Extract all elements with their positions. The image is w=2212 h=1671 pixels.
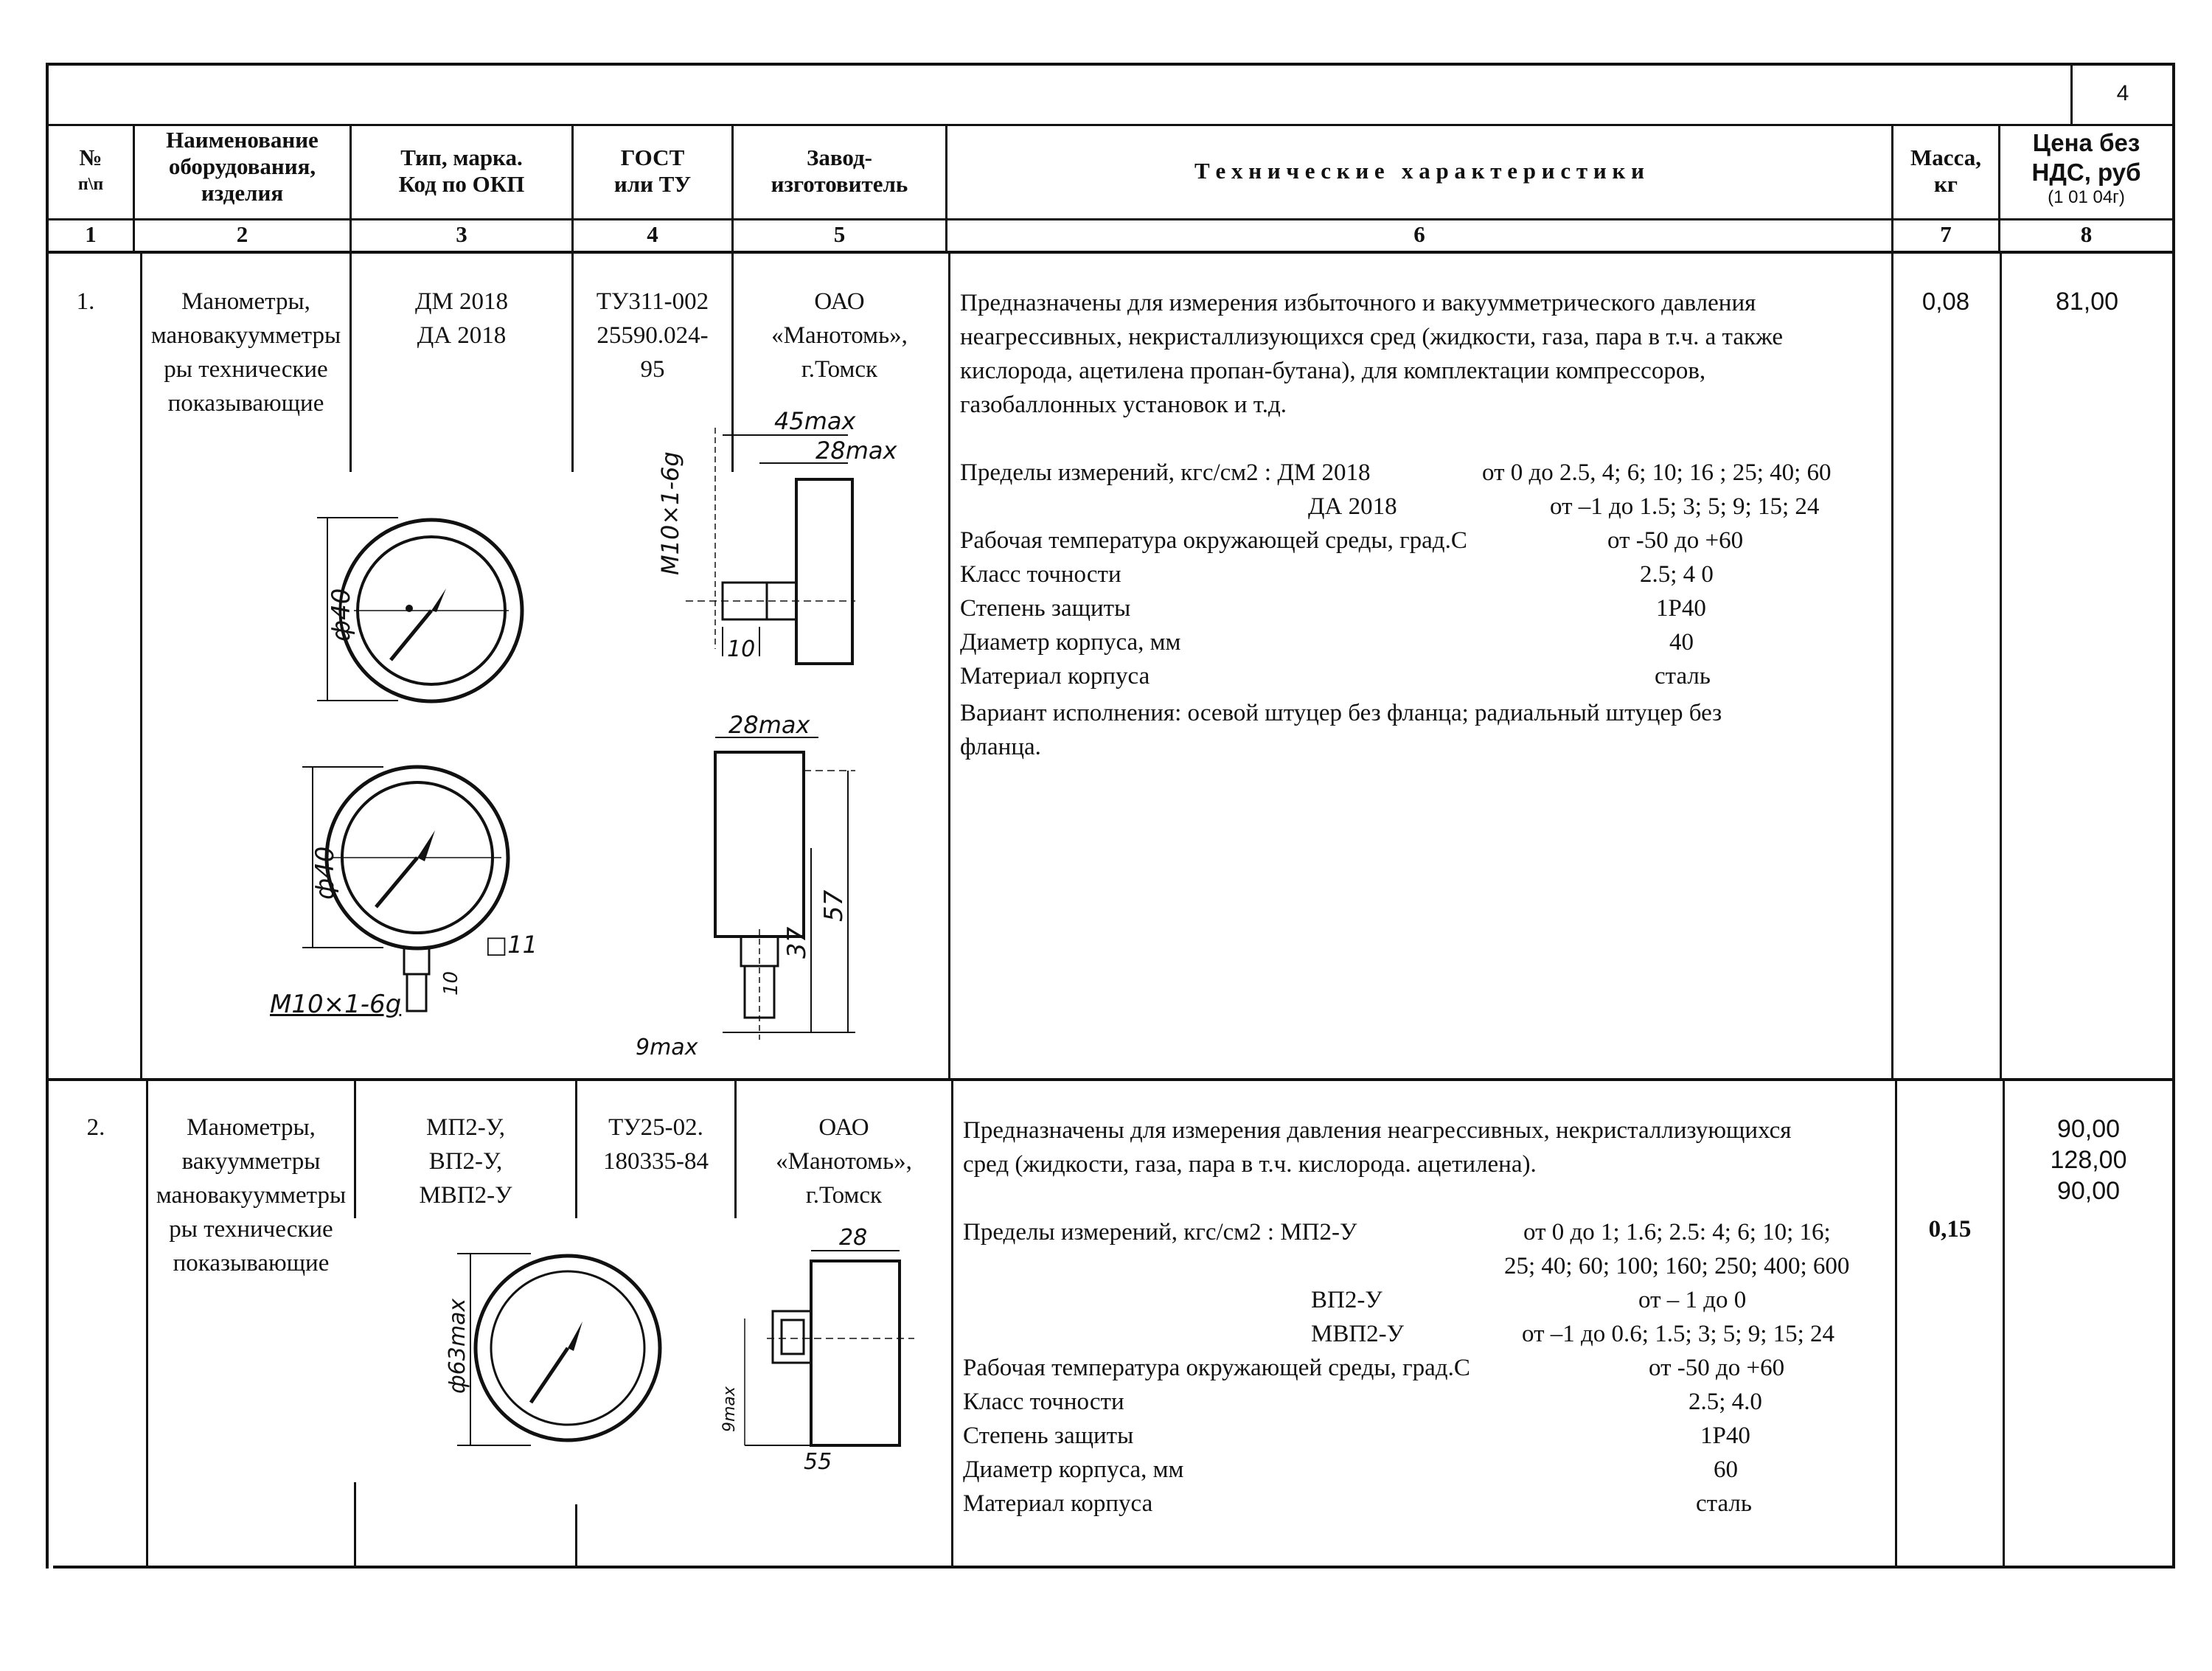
row1-gost: ТУ311-002 25590.024- 95	[596, 288, 709, 383]
dim-28: 28	[839, 1225, 868, 1251]
row2-param-label: Материал корпуса	[963, 1490, 1153, 1517]
dim-37: 37	[782, 926, 812, 959]
row1-spec-intro-2: неагрессивных, некристаллизующихся сред (жидкости, газа, пара в т.ч. а также	[960, 324, 1784, 350]
row1-param-value: 40	[1669, 629, 1694, 656]
row2-type: МП2-У, ВП2-У, МВП2-У	[419, 1114, 512, 1209]
col-number-6: 6	[1413, 221, 1425, 247]
row1-gauge-side-axial	[641, 406, 897, 686]
row1-param-label: Материал корпуса	[960, 663, 1150, 689]
dim-28max: 28max	[815, 437, 897, 465]
row2-param-value: 1Р40	[1700, 1422, 1750, 1449]
row1-param-label: ДА 2018	[1308, 493, 1397, 520]
header-col-gost: ГОСТ или ТУ	[613, 145, 692, 197]
row2-param-label: Диаметр корпуса, мм	[963, 1456, 1184, 1483]
row1-spec-intro-1: Предназначены для измерения избыточного и вакуумметрического давления	[960, 290, 1756, 316]
thread-label-vertical: M10×1-6g	[656, 451, 684, 575]
col-number-4: 4	[647, 221, 658, 247]
row1-param-label: Степень защиты	[960, 595, 1131, 622]
dim-11: □11	[485, 931, 538, 959]
row1-param-value: 1Р40	[1656, 595, 1706, 622]
row2-param-label: Рабочая температура окружающей среды, град.С	[963, 1355, 1470, 1381]
row1-param-value: сталь	[1655, 663, 1711, 689]
row2-param-value: от – 1 до 0	[1638, 1287, 1747, 1313]
header-col-name: Наименование оборудования, изделия	[166, 127, 319, 206]
row1-param-value: от –1 до 1.5; 3; 5; 9; 15; 24	[1550, 493, 1820, 520]
row2-mass: 0,15	[1928, 1216, 1972, 1243]
row2-param-label: Класс точности	[963, 1389, 1124, 1415]
row1-spec-intro-4: газобаллонных установок и т.д.	[960, 392, 1287, 418]
dim-10b: 10	[440, 970, 462, 996]
row2-param-value: 25; 40; 60; 100; 160; 250; 400; 600	[1504, 1253, 1850, 1279]
row2-spec-intro-2: сред (жидкости, газа, пара в т.ч. кислорода. ацетилена).	[963, 1151, 1537, 1178]
row2-gauge-front	[428, 1239, 671, 1475]
row1-param-value: 2.5; 4 0	[1640, 561, 1714, 588]
row2-param-value: от –1 до 0.6; 1.5; 3; 5; 9; 15; 24	[1522, 1321, 1835, 1347]
row2-gauge-side	[693, 1224, 914, 1475]
row1-mass: 0,08	[1921, 288, 1970, 315]
col-number-8: 8	[2080, 221, 2093, 247]
col-number-3: 3	[456, 221, 467, 247]
col-number-7: 7	[1940, 221, 1952, 247]
header-col-price: Цена без НДС, руб (1 01 04г)	[2031, 129, 2141, 207]
row1-name: Манометры, мановакуумметры ры технические показывающие	[150, 288, 341, 417]
dim-9max: 9max	[636, 1035, 698, 1060]
header-col-maker: Завод- изготовитель	[771, 145, 908, 197]
dim-d40-bottom: ф40	[310, 846, 340, 900]
row1-param-label: Пределы измерений, кгс/см2 : ДМ 2018	[960, 459, 1371, 486]
col-number-2: 2	[236, 221, 248, 247]
row1-number: 1.	[76, 288, 95, 315]
row1-price: 81,00	[2055, 288, 2119, 316]
dim-9max: 9max	[720, 1386, 739, 1432]
row1-spec-variant-1: Вариант исполнения: осевой штуцер без фланца; радиальный штуцер без	[960, 700, 1722, 726]
row1-param-label: Диаметр корпуса, мм	[960, 629, 1181, 656]
row2-price: 90,00 128,00 90,00	[2050, 1115, 2127, 1205]
dim-55: 55	[804, 1449, 832, 1475]
row1-type: ДМ 2018 ДА 2018	[414, 288, 509, 349]
header-col-mass: Масса, кг	[1910, 145, 1981, 197]
row2-param-label: Степень защиты	[963, 1422, 1134, 1449]
row2-maker: ОАО «Манотомь», г.Томск	[776, 1114, 912, 1209]
row2-param-value: от 0 до 1; 1.6; 2.5: 4; 6; 10; 16;	[1523, 1219, 1831, 1246]
row2-spec-intro-1: Предназначены для измерения давления неагрессивных, некристаллизующихся	[963, 1117, 1792, 1144]
row2-number: 2.	[86, 1114, 105, 1141]
page-number: 4	[2116, 81, 2129, 105]
header-col-specs: Т е х н и ч е с к и е х а р а к т е р и с т и к и	[1194, 158, 1644, 184]
row1-maker: ОАО «Манотомь», г.Томск	[771, 288, 908, 383]
row1-spec-intro-3: кислорода, ацетилена пропан-бутана), для комплектации компрессоров,	[960, 358, 1706, 384]
dim-10: 10	[727, 636, 756, 662]
row1-param-value: от 0 до 2.5, 4; 6; 10; 16 ; 25; 40; 60	[1482, 459, 1832, 486]
dim-45max: 45max	[774, 407, 856, 435]
header-col-type: Тип, марка. Код по ОКП	[398, 145, 525, 197]
row1-param-label: Рабочая температура окружающей среды, град.С	[960, 527, 1467, 554]
row1-gauge-front-axial	[310, 509, 553, 730]
dim-d63max: ф63max	[445, 1298, 470, 1394]
col-number-5: 5	[833, 221, 846, 247]
thread-label-horizontal: M10×1-6g	[270, 990, 402, 1019]
row1-gauge-side-radial	[634, 711, 870, 1069]
row1-param-value: от -50 до +60	[1607, 527, 1744, 554]
row1-gauge-front-radial	[280, 760, 560, 1025]
dim-57: 57	[819, 889, 849, 922]
row1-param-label: Класс точности	[960, 561, 1121, 588]
row2-param-value: сталь	[1696, 1490, 1752, 1517]
row2-name: Манометры, вакуумметры мановакуумметры ры технические показывающие	[156, 1114, 347, 1276]
row2-param-value: от -50 до +60	[1649, 1355, 1785, 1381]
row2-param-value: 2.5; 4.0	[1688, 1389, 1762, 1415]
dim-d40-top: ф40	[327, 588, 356, 642]
row1-spec-variant-2: фланца.	[960, 734, 1041, 760]
header-col-number: № п\п	[77, 145, 104, 194]
row2-param-label: ВП2-У	[1311, 1287, 1382, 1313]
row2-param-label: Пределы измерений, кгс/см2 : МП2-У	[963, 1219, 1357, 1246]
row2-param-value: 60	[1714, 1456, 1738, 1483]
col-number-1: 1	[85, 221, 97, 247]
row2-gost: ТУ25-02. 180335-84	[603, 1114, 709, 1175]
row2-param-label: МВП2-У	[1311, 1321, 1405, 1347]
dim-28max-radial: 28max	[728, 711, 810, 739]
